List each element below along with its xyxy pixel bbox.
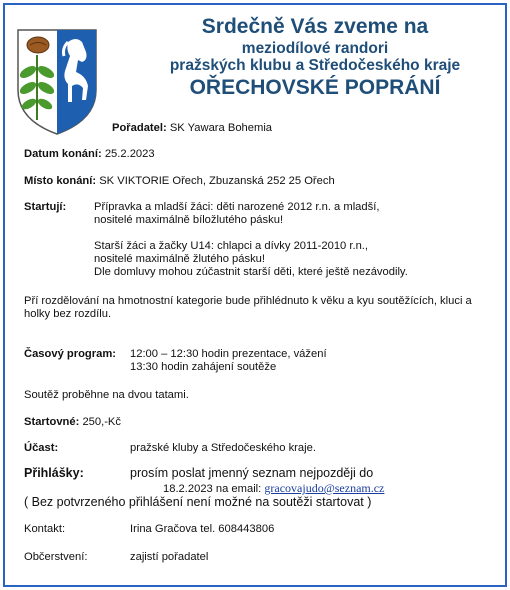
fee-label: Startovné: <box>24 416 80 428</box>
venue-row <box>24 174 335 188</box>
registration-note: ( Bez potvrzeného přihlášení není možné na soutěži startovat ) <box>24 495 372 509</box>
program-label: Časový program: <box>24 348 117 360</box>
date-label: Datum konání: <box>24 148 102 160</box>
fee-row <box>24 415 121 429</box>
contact-value: Irina Gračova tel. 608443806 <box>130 523 275 535</box>
registration-line: 18.2.2023 na email: <box>163 483 262 495</box>
participants-line: Dle domluvy mohou zúčastnit starší děti, které ještě nezávodily. <box>94 266 408 278</box>
refreshments-value: zajistí pořadatel <box>130 551 209 563</box>
organizer-value: SK Yawara Bohemia <box>169 122 273 134</box>
program-line: 13:30 hodin zahájení soutěže <box>130 361 277 373</box>
event-type-subtitle: meziodílové randori <box>241 40 389 57</box>
date-row <box>24 147 155 161</box>
date-value: 25.2.2023 <box>104 148 155 160</box>
participation-label: Účast: <box>24 442 59 454</box>
participants-line: nositelé maximálně žlutého pásku! <box>94 253 266 265</box>
coat-of-arms-icon <box>16 28 98 136</box>
contact-label: Kontakt: <box>24 523 66 535</box>
registration-label: Přihlášky: <box>24 466 84 480</box>
weight-note-line: Pří rozdělování na hmotnostní kategorie bude přihlédnuto k věku a kyu soutěžících, kluci a <box>24 295 472 307</box>
invitation-heading: Srdečně Vás zveme na <box>201 15 429 38</box>
participation-value: pražské kluby a Středočeského kraje. <box>130 442 316 454</box>
registration-line: prosím poslat jmenný seznam nejpozději do <box>130 466 374 480</box>
fee-value: 250,-Kč <box>82 416 121 428</box>
event-title: OŘECHOVSKÉ POPRÁNÍ <box>189 76 441 99</box>
registration-email-row <box>163 481 384 496</box>
participants-line: Starší žáci a žačky U14: chlapci a dívky 2011-2010 r.n., <box>94 240 369 252</box>
organizer-label: Pořadatel: <box>112 122 167 134</box>
clubs-subtitle: pražských klubu a Středočeského kraje <box>169 57 461 74</box>
venue-label: Místo konání: <box>24 175 97 187</box>
email-link[interactable]: gracovajudo@seznam.cz <box>264 481 385 495</box>
refreshments-label: Občerstvení: <box>24 551 88 563</box>
participants-line: nositelé maximálně bíložlutého pásku! <box>94 214 284 226</box>
program-line: 12:00 – 12:30 hodin prezentace, vážení <box>130 348 327 360</box>
participants-line: Přípravka a mladší žáci: děti narozené 2012 r.n. a mladší, <box>94 201 380 213</box>
organizer-row <box>112 121 272 135</box>
tatami-note: Soutěž proběhne na dvou tatami. <box>24 389 189 401</box>
weight-note-line: holky bez rozdílu. <box>24 308 112 320</box>
participants-label: Startují: <box>24 201 67 213</box>
venue-value: SK VIKTORIE Ořech, Zbuzanská 252 25 Ořech <box>99 175 335 187</box>
